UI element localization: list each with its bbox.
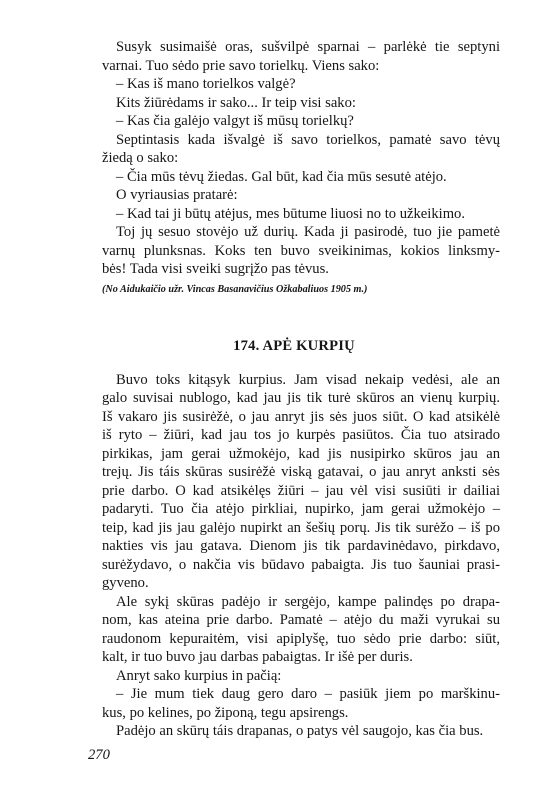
source-note: (No Aidukaičio užr. Vincas Basanavičius Ožkabaliuos 1905 m.) bbox=[102, 283, 368, 295]
text-line: Iš vakaro jis susirėžė, o jau anryt jis sės juos siūt. O kad atsikėlė bbox=[102, 408, 500, 425]
text-line: surėžydavo, o nakčia vis būdavo pabaigta. Jis tuo šauniai prasi- bbox=[102, 556, 500, 573]
paragraph bbox=[88, 205, 500, 224]
book-page bbox=[88, 38, 500, 741]
text-line: Susyk susimaišė oras, sušvilpė sparnai – parlėkė tie septyni bbox=[116, 39, 500, 55]
paragraph bbox=[88, 186, 500, 205]
text-line: trejų. Jis táis skūras susirėžė viską gatavai, o jau anryt anksti sės bbox=[102, 464, 500, 480]
text-line: – Kas čia galėjo valgyt iš mūsų torielkų? bbox=[116, 113, 354, 129]
paragraph bbox=[88, 112, 500, 131]
text-line: raudonom kepuraitėm, visi apiplyšę, tuo sėdo prie darbo: siūt, bbox=[102, 630, 500, 647]
text-line: galo suvisai nublogo, kad jau jis tik turė skūros an vienų kurpių. bbox=[102, 390, 500, 406]
story-paragraph bbox=[88, 371, 500, 593]
page-number: 270 bbox=[88, 747, 110, 763]
text-line: – Kad tai ji būtų atėjus, mes būtume liuosi no to užkeikimo. bbox=[116, 205, 465, 222]
section-title: 174. APĖ KURPIŲ bbox=[233, 337, 355, 354]
paragraph bbox=[88, 38, 500, 75]
text-line: iš ryto – žiūri, kad jau tos jo kurpės pasiūtos. Čia tuo atsirado bbox=[102, 427, 500, 443]
paragraph bbox=[88, 75, 500, 94]
text-line: varnų plunksnas. Koks ten buvo sveikinimas, kokios linksmy- bbox=[102, 242, 500, 259]
text-line: – Kas iš mano torielkos valgė? bbox=[116, 76, 296, 92]
text-line: teip, kad jis jau galėjo nupirkt an šešių porų. Jis tik surėžo – iš po bbox=[102, 519, 500, 536]
story-paragraph bbox=[88, 722, 500, 741]
paragraph bbox=[88, 131, 500, 168]
paragraph bbox=[88, 168, 500, 187]
text-line: nom, kas ateina prie darbo. Pamatė – atėjo du maži vyrukai su bbox=[102, 612, 500, 628]
text-line: Septintasis kada išvalgė iš savo torielkos, pamatė savo tėvų bbox=[116, 131, 500, 148]
text-line: bės! Tada visi sveiki sugrįžo pas tėvus. bbox=[102, 261, 329, 277]
text-line: gyveno. bbox=[102, 575, 149, 591]
text-line: Toj jų sesuo stovėjo už durių. Kada ji pasirodė, tuo jie pametė bbox=[116, 224, 500, 240]
story-paragraph bbox=[88, 593, 500, 667]
paragraph bbox=[88, 94, 500, 113]
story-paragraph bbox=[88, 667, 500, 686]
text-line: varnai. Tuo sėdo prie savo torielkų. Viens sako: bbox=[102, 57, 380, 74]
top-text-block bbox=[88, 38, 500, 279]
text-line: kus, po kelines, po žiponą, tegu apsirengs. bbox=[102, 704, 349, 721]
text-line: – Jie mum tiek daug gero daro – pasiūk jiem po marškinu- bbox=[116, 686, 500, 702]
story-paragraph bbox=[88, 685, 500, 722]
text-line: Buvo toks kitąsyk kurpius. Jam visad nekaip vedėsi, ale an bbox=[116, 371, 500, 388]
text-line: O vyriausias pratarė: bbox=[116, 187, 238, 203]
text-line: padaryti. Tuo čia atėjo pirkliai, nupirko, jam gerai užmokėjo – bbox=[102, 501, 500, 517]
text-line: nakties vis jau gatava. Dienom jis tik pardavinėdavo, pirkdavo, bbox=[102, 538, 500, 554]
paragraph bbox=[88, 223, 500, 279]
story-text-block bbox=[88, 371, 500, 741]
text-line: Anryt sako kurpius in pačią: bbox=[116, 667, 282, 684]
text-line: pirkikas, jam gerai užmokėjo, kad jis nusipirko skūros jau an bbox=[102, 445, 500, 462]
text-line: žiedą o sako: bbox=[102, 150, 179, 166]
text-line: kalt, ir tuo buvo jau darbas pabaigtas. Ir išė per duris. bbox=[102, 649, 413, 665]
text-line: Kits žiūrėdams ir sako... Ir teip visi sako: bbox=[116, 94, 356, 111]
text-line: Padėjo an skūrų táis drapanas, o patys vėl saugojo, kas čia bus. bbox=[116, 723, 484, 739]
text-line: – Čia mūs tėvų žiedas. Gal būt, kad čia mūs sesutė atėjo. bbox=[116, 168, 447, 185]
text-line: Ale sykį skūras padėjo ir sergėjo, kampe palindęs po drapa- bbox=[116, 593, 500, 610]
text-line: prie darbo. O kad atsikėlęs žiūri – jau vėl visi susiūti ir dailiai bbox=[102, 482, 500, 499]
